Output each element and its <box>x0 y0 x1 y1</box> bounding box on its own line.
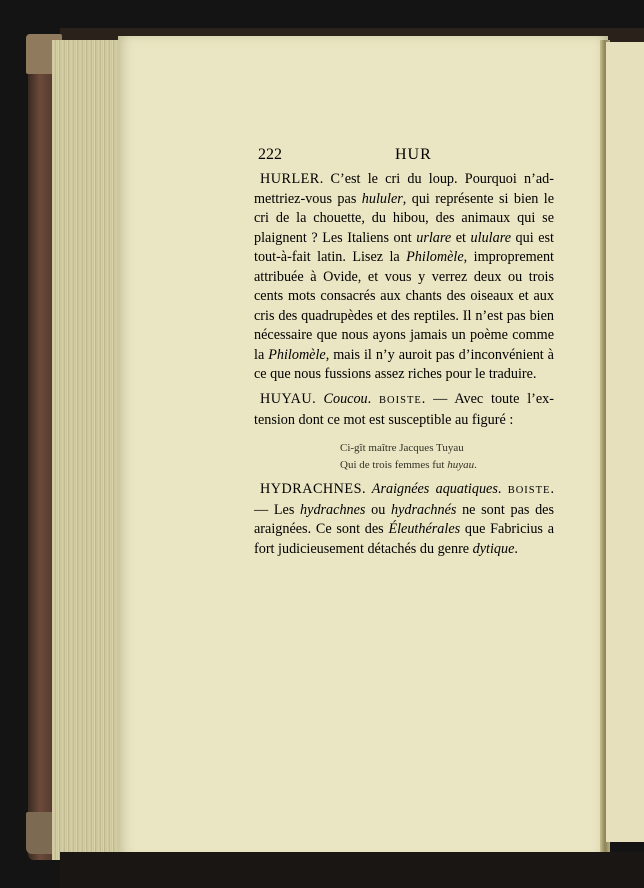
verse-quote <box>340 440 477 474</box>
entry-lemma: HURLER <box>260 171 320 187</box>
verse-line: Qui de trois femmes fut huyau. <box>340 459 477 471</box>
book-bottom-edge <box>60 852 644 888</box>
facing-page <box>606 42 644 842</box>
entry-lemma: HYDRACHNES <box>260 481 362 497</box>
entry-huyau: HUYAU. Coucou. BOISTE. — Avec toute l’extension dont ce mot est susceptible au figuré : <box>254 391 554 428</box>
page-number: 222 <box>258 146 282 163</box>
verse-line: Ci-gît maître Jacques Tuyau <box>340 442 464 454</box>
running-header <box>258 146 558 166</box>
entry-hurler: HURLER. C’est le cri du loup. Pourquoi n’admettriez-vous pas hululer, qui représente si bien le cri de la chouette, du hibou, des animaux qui se plaignent ? Les Italiens ont urlare et ululare qui est tout-à-fait latin. Lisez la Philomèle, improprement attribuée à Ovide, et vous y verrez deux ou trois cents mots consacrés aux chants des oiseaux et aux cris des quadrupèdes et des reptiles. Il n’est pas bien nécessaire que nous ayons jamais un poème comme la Philomèle, mais il n’y auroit pas d’inconvénient à ce que nous fussions assez riches pour le traduire. <box>254 171 555 382</box>
entry-hydrachnes: HYDRACHNES. Araignées aquatiques. BOISTE. — Les hydrachnes ou hydrachnés ne sont pas des araignées. Ce sont des Éleuthérales que Fabricius a fort judicieusement détachés du genre dytique. <box>254 481 554 557</box>
entry-text: Araignées aquatiques. BOISTE. — Les hydrachnes ou hydrachnés ne sont pas des araignées. Ce sont des Éleuthérales que Fabricius a fort judicieusement détachés du genre dytique. <box>254 481 554 557</box>
entry-text: Coucou. BOISTE. — Avec toute l’extension dont ce mot est susceptible au figuré : <box>254 391 554 428</box>
running-head: HUR <box>395 146 432 163</box>
entry-text: C’est le cri du loup. Pourquoi n’admettriez-vous pas hululer, qui représente si bien le cri de la chouette, du hibou, des animaux qui se plaignent ? Les Italiens ont urlare et ululare qui est tout-à-fait latin. Lisez la Philomèle, improprement attribuée à Ovide, et vous y verrez deux ou trois cents mots consacrés aux chants des oiseaux et aux cris des quadrupèdes et des reptiles. Il n’est pas bien nécessaire que nous ayons jamais un poème comme la Philomèle, mais il n’y auroit pas d’inconvénient à ce que nous fussions assez riches pour le traduire. <box>254 171 555 382</box>
entry-lemma: HUYAU <box>260 391 313 407</box>
